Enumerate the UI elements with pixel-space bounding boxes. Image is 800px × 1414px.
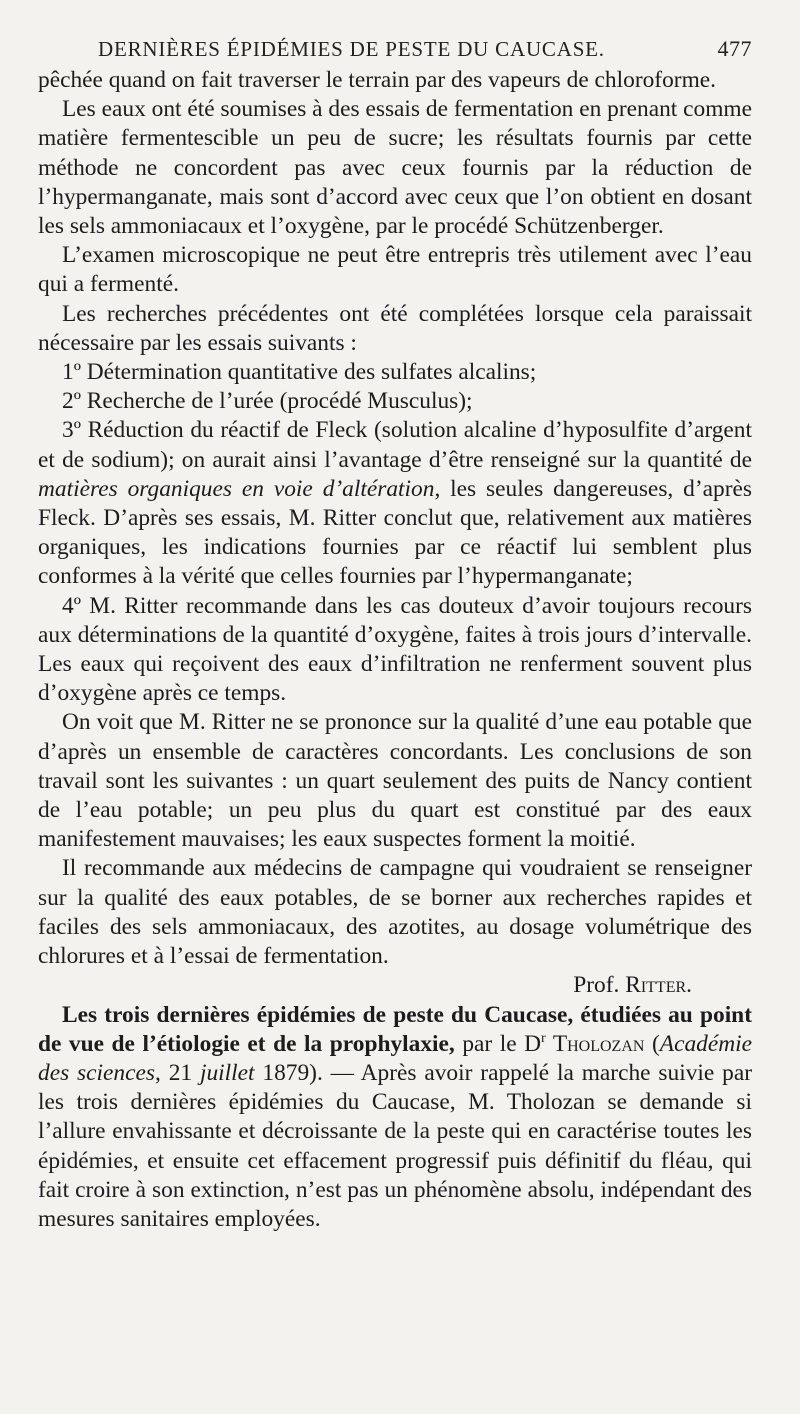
body-text	[38, 66, 752, 971]
page-number: 477	[717, 36, 752, 61]
article-rest: 1879). — Après avoir rappelé la marche suivie par les trois dernières épidémies du Caucase, M. Tholozan se demande si l’allure envahissante et décroissante de la peste qui en caractérise toutes les épidémies, et ensuite cet effacement progressif puis définitif du fléau, qui fait croire à son extinction, n’est pas un phénomène absolu, indépendant des mesures sanitaires employées.	[38, 1059, 752, 1232]
list-item-4: 4º M. Ritter recommande dans les cas douteux d’avoir toujours recours aux déterminations de la quantité d’oxygène, faites à trois jours d’intervalle. Les eaux qui reçoivent des eaux d’infiltration ne renferment souvent plus d’oxygène après ce temps.	[38, 592, 752, 707]
article-open-paren: (	[644, 1030, 660, 1057]
article-by: par le D	[454, 1030, 542, 1057]
list-item-1: 1º Détermination quantitative des sulfates alcalins;	[62, 359, 537, 386]
running-head	[38, 36, 752, 62]
article-title: Les trois dernières épidémies de peste du Caucase, étudiées au point de vue de l’étiologie et de la prophylaxie,	[38, 1001, 752, 1057]
paragraph-additional-tests: Les recherches précédentes ont été complétées lorsque cela paraissait nécessaire par les essais suivants :	[38, 300, 752, 356]
article-dr-sup: r	[541, 1029, 546, 1046]
signature-name: Ritter.	[625, 972, 692, 999]
article-month: juillet	[199, 1059, 255, 1086]
list-item-3-text-b: , les seules dangereuses, d’après Fleck. D’après ses essais, M. Ritter conclut que, relativement aux matières organiques, les indications fournies par ce réactif lui semblent plus conformes à la vérité que celles fournies par l’hypermanganate;	[38, 475, 752, 590]
list-item-3-italic: matières organiques en voie d’altération	[38, 475, 435, 502]
paragraph-conclusions: On voit que M. Ritter ne se prononce sur la qualité d’une eau potable que d’après un ensemble de caractères concordants. Les conclusions de son travail sont les suivantes : un quart seulement des puits de Nancy contient de l’eau potable; un peu plus du quart est constitué par des eaux manifestement mauvaises; les eaux suspectes forment la moitié.	[38, 709, 752, 853]
article-academy: Académie des sciences	[38, 1030, 752, 1086]
paragraph-recommendation: Il recommande aux médecins de campagne qui voudraient se renseigner sur la qualité des eaux potables, de se borner aux recherches rapides et faciles des sels ammoniacaux, des azotites, au dosage volumétrique des chlorures et à l’essai de fermentation.	[38, 855, 752, 970]
list-item-3-text-a: 3º Réduction du réactif de Fleck (solution alcaline d’hyposulfite d’argent et de sodium); on aurait ainsi l’avantage d’être renseigné sur la quantité de	[38, 417, 752, 473]
list-item-2: 2º Recherche de l’urée (procédé Musculus);	[62, 388, 473, 415]
running-head-title: DERNIÈRES ÉPIDÉMIES DE PESTE DU CAUCASE.	[98, 37, 605, 61]
article-section	[38, 1001, 752, 1235]
paragraph-continuation: pêchée quand on fait traverser le terrain par des vapeurs de chloroforme.	[38, 67, 717, 93]
signature	[38, 971, 752, 1000]
article-comma: , 21	[154, 1059, 200, 1086]
list-item-3	[38, 416, 752, 591]
paragraph-fermentation: Les eaux ont été soumises à des essais de fermentation en prenant comme matière fermentescible un peu de sucre; les résultats fournis par cette méthode ne concordent pas avec ceux fournis par la réduction de l’hypermanganate, mais sont d’accord avec ceux que l’on obtient en dosant les sels ammoniacaux et l’oxygène, par le procédé Schützenberger.	[38, 96, 752, 240]
signature-prefix: Prof.	[573, 972, 626, 999]
article-author: Tholozan	[545, 1030, 645, 1057]
paragraph-microscopic: L’examen microscopique ne peut être entrepris très utilement avec l’eau qui a fermenté.	[38, 242, 752, 298]
article-paragraph	[38, 1001, 752, 1235]
